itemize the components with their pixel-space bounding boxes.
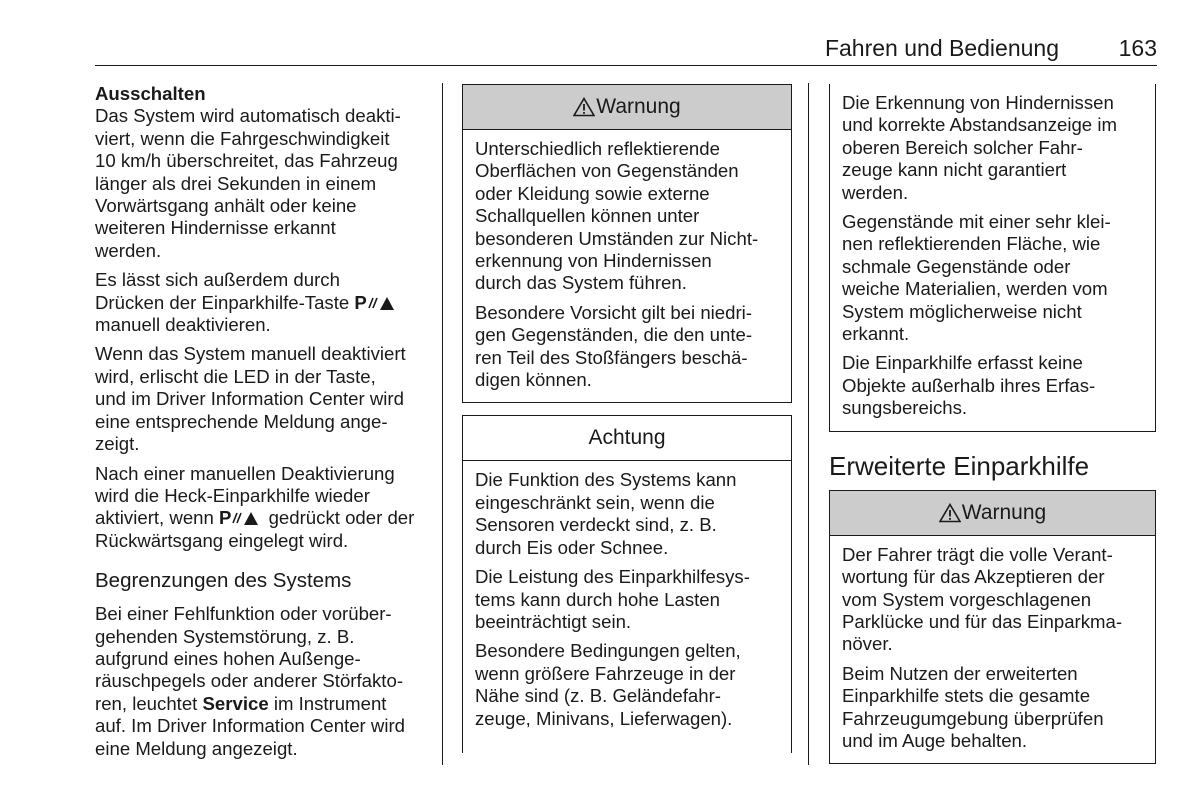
caution-paragraph: Die Funktion des Systems kann eingeschränkt sein, wenn die Sensoren verdeckt sind, z. B. durch Eis oder Schnee.	[475, 469, 737, 558]
caution-paragraph: Gegenstände mit einer sehr klei- nen reflektierenden Fläche, wie schmale Gegenstände oder weiche Materialien, werden vom System möglicherweise nicht erkannt.	[842, 211, 1111, 345]
caution-paragraph: Die Erkennung von Hindernissen und korrekte Abstandsanzeige im oberen Bereich solcher Fahr- zeuge kann nicht garantiert werden.	[842, 92, 1117, 203]
warning-box	[829, 490, 1156, 765]
caution-header	[463, 416, 791, 461]
text: manuell deaktivieren.	[95, 314, 271, 336]
warning-title: Warnung	[596, 95, 681, 118]
paragraph-led: Wenn das System manuell deaktiviert wird, erlischt die LED in der Taste, und im Driver Information Center wird eine entsprechende Meldung ange- zeigt.	[95, 343, 406, 455]
caution-box-continued	[829, 84, 1156, 432]
column-divider-right	[808, 83, 809, 765]
paragraph-reactivate	[95, 463, 433, 553]
paragraph-ausschalten	[95, 83, 433, 262]
column-divider-left	[442, 83, 443, 765]
key-label: P	[219, 507, 232, 529]
warning-paragraph: Beim Nutzen der erweiterten Einparkhilfe stets die gesamte Fahrzeugumgebung überprüfen und im Auge behalten.	[842, 662, 1104, 751]
warning-paragraph: Besondere Vorsicht gilt bei niedri- gen Gegenständen, die den unte- ren Teil des Stoßfängers beschä- digen können.	[475, 301, 753, 391]
service-label: Service	[202, 692, 269, 714]
heading-erweiterte-einparkhilfe: Erweiterte Einparkhilfe	[829, 450, 1090, 481]
section-title: Fahren und Bedienung	[824, 35, 1059, 61]
warning-header	[463, 85, 791, 130]
text: im Instrument auf. Im Driver Information Center wird eine Meldung angezeigt.	[95, 692, 405, 759]
page-header	[95, 34, 1157, 64]
warning-title: Warnung	[961, 500, 1047, 524]
warning-body	[463, 130, 791, 402]
park-assist-key-icon	[219, 507, 263, 528]
text: Bei einer Fehlfunktion oder vorüber- gehenden Systemstörung, z. B. aufgrund eines hohen Außenge- räuschpegels oder anderer Störfakto- ren, leuchtet	[95, 603, 404, 714]
paragraph-manual-off	[95, 269, 433, 336]
caution-paragraph: Die Einparkhilfe erfasst keine Objekte außerhalb ihres Erfas- sungsbereichs.	[842, 352, 1096, 419]
heading-begrenzungen: Begrenzungen des Systems	[95, 569, 352, 593]
park-assist-key-icon	[354, 292, 398, 313]
warning-body	[830, 536, 1155, 764]
caution-continued-body	[830, 84, 1155, 431]
page-number: 163	[1118, 35, 1157, 61]
warning-paragraph: Unterschiedlich reflektierende Oberflächen von Gegenständen oder Kleidung sowie externe Schallquellen können unter besonderen Umständen zur Nicht- erkennung von Hindernissen durch das System führen.	[475, 138, 759, 294]
text: gedrückt oder der Rückwärtsgang eingelegt wird.	[95, 507, 415, 551]
text: Nach einer manuellen Deaktivierung wird die Heck-Einparkhilfe wieder aktiviert, wenn	[95, 462, 395, 529]
text: Es lässt sich außerdem durch Drücken der Einparkhilfe-Taste	[95, 269, 350, 313]
paragraph-service	[95, 603, 433, 760]
caution-paragraph: Besondere Bedingungen gelten, wenn größere Fahrzeuge in der Nähe sind (z. B. Geländefahr- zeuge, Minivans, Lieferwagen).	[475, 640, 741, 729]
key-label: P	[354, 291, 367, 313]
column-middle	[462, 84, 792, 753]
header-rule	[95, 65, 1157, 66]
caution-body	[463, 461, 791, 752]
warning-triangle-icon	[939, 503, 961, 523]
column-right	[829, 84, 1156, 764]
warning-box	[462, 84, 792, 403]
warning-triangle-icon	[573, 97, 595, 117]
column-left	[95, 83, 433, 767]
warning-paragraph: Der Fahrer trägt die volle Verant- wortung für das Akzeptieren der vom System vorgeschlagenen Parklücke und für das Einparkma- növer.	[842, 543, 1123, 655]
warning-header	[830, 491, 1155, 536]
sub-heading-ausschalten: Ausschalten	[95, 83, 206, 104]
caution-paragraph: Die Leistung des Einparkhilfesys- tems kann durch hohe Lasten beeinträchtigt sein.	[475, 566, 750, 632]
caution-title: Achtung	[588, 426, 666, 450]
caution-box	[462, 415, 792, 752]
text: Das System wird automatisch deakti- viert, wenn die Fahrgeschwindigkeit 10 km/h überschreitet, das Fahrzeug länger als drei Sekunden in einem Vorwärtsgang anhält oder keine weiteren Hindernisse erkannt werden.	[95, 105, 401, 261]
